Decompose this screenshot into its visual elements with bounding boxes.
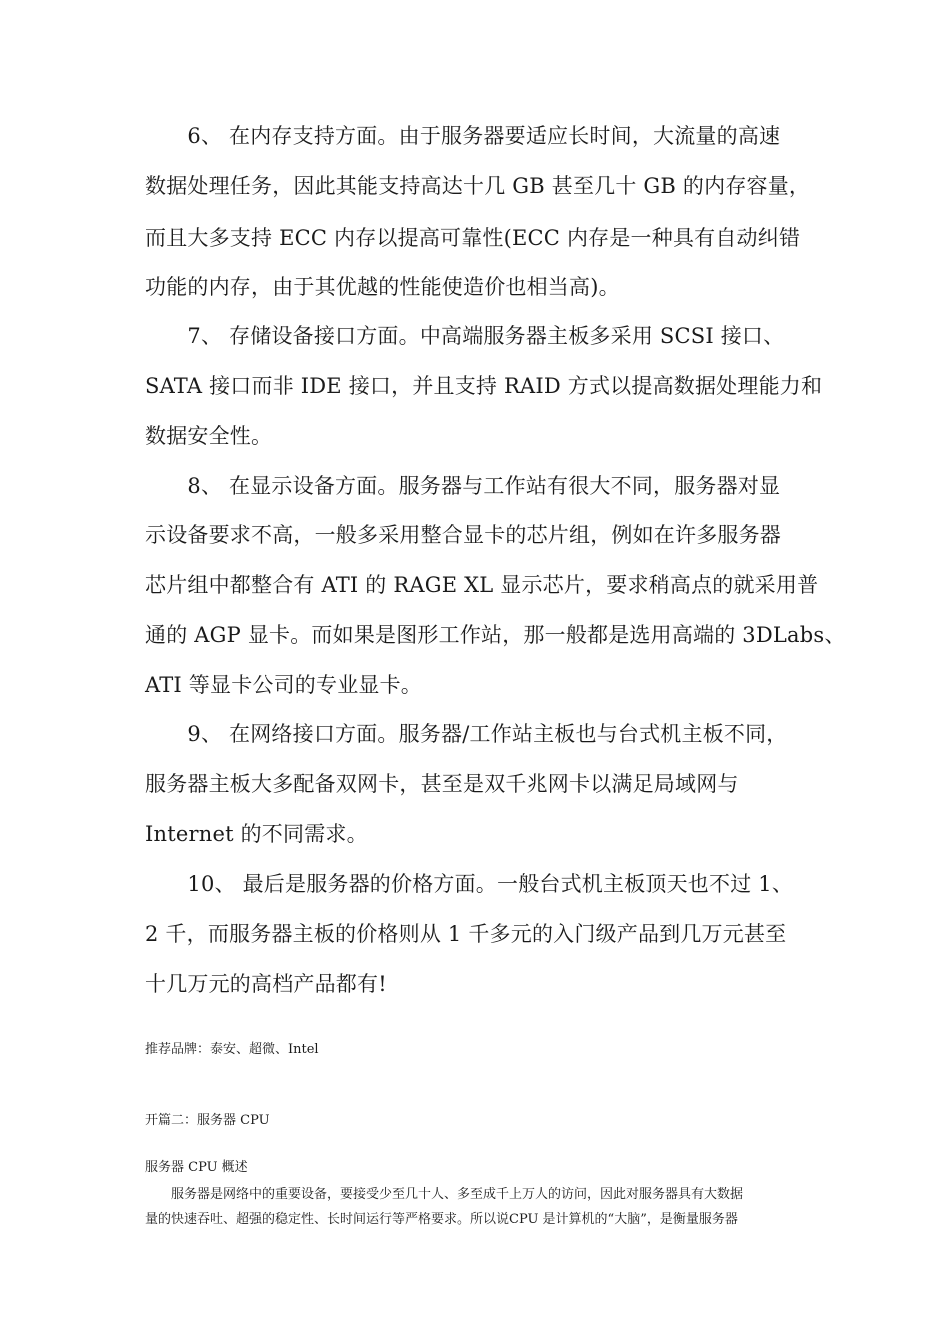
item-8-line-4: 通的 AGP 显卡。而如果是图形工作站，那一般都是选用高端的 3DLabs、	[145, 623, 846, 647]
item-8-line-5: ATI 等显卡公司的专业显卡。	[145, 673, 422, 697]
item-8-line-3: 芯片组中都整合有 ATI 的 RAGE XL 显示芯片，要求稍高点的就采用普	[145, 573, 819, 597]
item-9-line-2: 服务器主板大多配备双网卡，甚至是双千兆网卡以满足局域网与	[145, 772, 739, 796]
item-9-line-1: 9、 在网络接口方面。服务器/工作站主板也与台式机主板不同，	[145, 722, 788, 746]
recommended-brands: 推荐品牌：泰安、超微、Intel	[145, 1042, 319, 1057]
item-7-line-1: 7、 存储设备接口方面。中高端服务器主板多采用 SCSI 接口、	[145, 324, 785, 348]
item-10-line-3: 十几万元的高档产品都有!	[145, 972, 387, 996]
item-10-line-2: 2 千，而服务器主板的价格则从 1 千多元的入门级产品到几万元甚至	[145, 922, 787, 946]
item-7-line-3: 数据安全性。	[145, 424, 273, 448]
item-8-line-1: 8、 在显示设备方面。服务器与工作站有很大不同，服务器对显	[145, 474, 781, 498]
intro-line-1: 服务器是网络中的重要设备，要接受少至几十人、多至成千上万人的访问，因此对服务器具有大数据	[145, 1187, 744, 1202]
intro-line-2: 量的快速吞吐、超强的稳定性、长时间运行等严格要求。所以说CPU 是计算机的“大脑”，是衡量服务器	[145, 1212, 738, 1227]
item-7-line-2: SATA 接口而非 IDE 接口，并且支持 RAID 方式以提高数据处理能力和	[145, 374, 823, 398]
item-6-line-1: 6、 在内存支持方面。由于服务器要适应长时间，大流量的高速	[145, 124, 781, 148]
subsection-title: 服务器 CPU 概述	[145, 1160, 248, 1175]
item-6-line-3: 而且大多支持 ECC 内存以提高可靠性(ECC 内存是一种具有自动纠错	[145, 226, 801, 250]
item-9-line-3: Internet 的不同需求。	[145, 822, 368, 846]
section-title: 开篇二：服务器 CPU	[145, 1113, 270, 1128]
item-6-line-2: 数据处理任务，因此其能支持高达十几 GB 甚至几十 GB 的内存容量，	[145, 174, 811, 198]
item-10-line-1: 10、 最后是服务器的价格方面。一般台式机主板顶天也不过 1、	[145, 872, 794, 896]
item-8-line-2: 示设备要求不高，一般多采用整合显卡的芯片组，例如在许多服务器	[145, 523, 781, 547]
item-6-line-4: 功能的内存，由于其优越的性能使造价也相当高)。	[145, 275, 620, 299]
